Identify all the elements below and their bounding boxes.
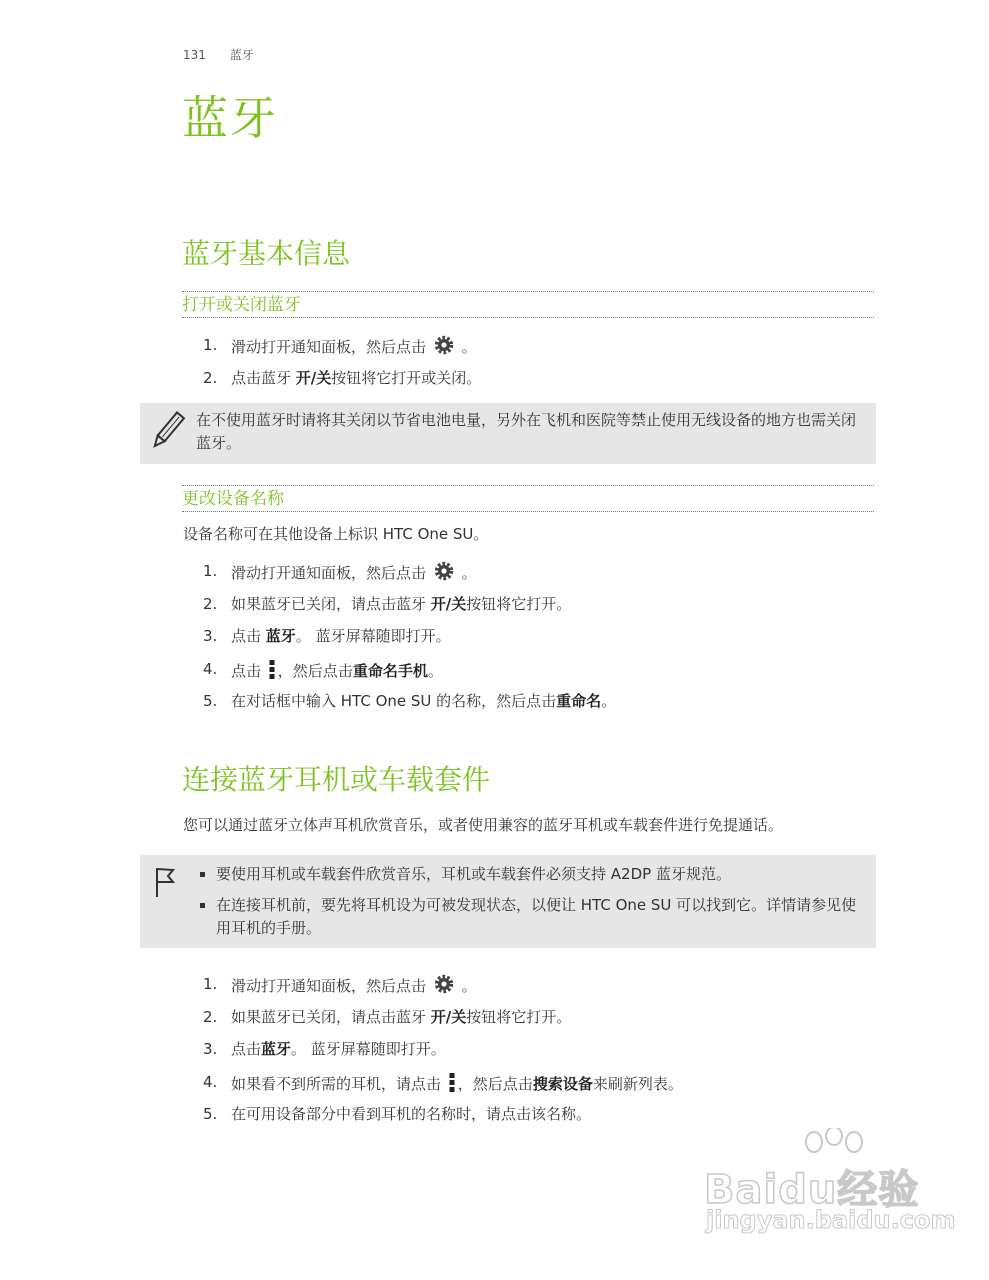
list-item: 要使用耳机或车载套件欣赏音乐，耳机或车载套件必须支持 A2DP 蓝牙规范。	[198, 863, 868, 886]
step-bold-label: 开/关	[430, 1007, 467, 1026]
steps-toggle-bluetooth	[183, 334, 481, 399]
page-header	[183, 46, 254, 63]
step-text: 在可用设备部分中看到耳机的名称时，请点击该名称。	[231, 1105, 592, 1123]
step-bold-label: 搜索设备	[532, 1074, 593, 1093]
step-number: 5.	[203, 692, 218, 710]
chapter-title: 蓝牙	[182, 91, 278, 145]
step-number: 3.	[203, 627, 218, 645]
paragraph: 设备名称可在其他设备上标识 HTC One SU。	[183, 525, 489, 543]
step-text: 。	[461, 338, 477, 356]
gear-icon	[433, 334, 455, 356]
step-bold-label: 开/关	[430, 594, 467, 613]
list-item	[183, 1038, 683, 1071]
list-item	[183, 1006, 683, 1039]
list-item	[183, 973, 683, 1006]
steps-connect-headset	[183, 973, 683, 1136]
list-item	[183, 1071, 683, 1104]
step-text: 如果蓝牙已关闭，请点击蓝牙	[231, 1007, 431, 1026]
step-text: 。	[427, 661, 443, 680]
step-text: ，然后点击	[277, 661, 353, 680]
overflow-menu-icon	[268, 658, 276, 680]
step-text: 按钮将它打开。	[466, 594, 572, 613]
list-item	[183, 367, 481, 400]
step-bold-label: 蓝牙	[265, 627, 296, 645]
note-text: 在不使用蓝牙时请将其关闭以节省电池电量，另外在飞机和医院等禁止使用无线设备的地方也需关闭蓝牙。	[196, 411, 857, 452]
tip-box	[140, 855, 876, 948]
step-number: 1.	[203, 975, 218, 993]
paragraph: 您可以通过蓝牙立体声耳机欣赏音乐，或者使用兼容的蓝牙耳机或车载套件进行免提通话。	[183, 816, 784, 834]
step-bold-label: 重命名	[556, 692, 602, 710]
step-text: 点击蓝牙	[231, 368, 296, 387]
step-text: 按钮将它打开。	[466, 1007, 572, 1026]
step-text: 如果蓝牙已关闭，请点击蓝牙	[231, 594, 431, 613]
list-item	[183, 593, 616, 626]
step-text: 在对话框中输入 HTC One SU 的名称，然后点击	[231, 692, 557, 710]
step-bold-label: 重命名手机	[352, 661, 428, 680]
section-title-connect-headset: 连接蓝牙耳机或车载套件	[182, 763, 491, 796]
tip-list	[198, 863, 868, 940]
step-number: 2.	[203, 1007, 218, 1026]
pencil-icon	[148, 409, 188, 453]
watermark-url: jingyan.baidu.com	[706, 1206, 956, 1234]
overflow-menu-icon	[448, 1071, 456, 1093]
step-text: ，然后点击	[457, 1074, 533, 1093]
step-number: 1.	[203, 336, 218, 354]
step-text: 。	[461, 977, 477, 995]
step-number: 4.	[203, 1072, 218, 1091]
flag-icon	[152, 865, 180, 899]
step-text: 如果看不到所需的耳机，请点击	[231, 1074, 442, 1093]
step-text: 点击	[231, 627, 266, 645]
list-item	[183, 658, 616, 691]
subsection-title-toggle-bluetooth: 打开或关闭蓝牙	[182, 291, 874, 318]
note-box	[140, 403, 876, 464]
list-item	[183, 560, 616, 593]
step-text: 点击	[231, 1040, 262, 1058]
step-bold-label: 开/关	[295, 368, 332, 387]
step-text: 。	[461, 564, 477, 582]
watermark-logo: Baidu经验	[704, 1167, 920, 1213]
tip-text	[198, 863, 868, 948]
page-number: 131	[183, 48, 206, 62]
step-number: 3.	[203, 1040, 218, 1058]
step-text: 。	[601, 692, 617, 710]
header-section: 蓝牙	[229, 48, 254, 62]
section-title-bluetooth-basics: 蓝牙基本信息	[182, 237, 351, 270]
step-number: 4.	[203, 659, 218, 678]
gear-icon	[433, 560, 455, 582]
step-text: 。 蓝牙屏幕随即打开。	[295, 627, 451, 645]
step-number: 5.	[203, 1105, 218, 1123]
step-number: 2.	[203, 594, 218, 613]
list-item: 在连接耳机前，要先将耳机设为可被发现状态，以便让 HTC One SU 可以找到它。详情请参见使用耳机的手册。	[198, 894, 868, 940]
list-item	[183, 334, 481, 367]
step-number: 1.	[203, 562, 218, 580]
step-text: 按钮将它打开或关闭。	[331, 368, 482, 387]
step-text: 来刷新列表。	[592, 1074, 683, 1093]
step-number: 2.	[203, 368, 218, 387]
step-text: 。 蓝牙屏幕随即打开。	[291, 1040, 446, 1058]
baidu-jingyan-watermark	[700, 1128, 956, 1248]
step-text: 滑动打开通知面板，然后点击	[231, 338, 427, 356]
list-item	[183, 690, 616, 723]
step-text: 滑动打开通知面板，然后点击	[231, 564, 427, 582]
gear-icon	[433, 973, 455, 995]
step-bold-label: 蓝牙	[261, 1040, 292, 1058]
subsection-title-rename-device: 更改设备名称	[182, 485, 874, 512]
step-text: 点击	[231, 661, 262, 680]
list-item	[183, 1103, 683, 1136]
list-item	[183, 625, 616, 658]
steps-rename-device	[183, 560, 616, 723]
step-text: 滑动打开通知面板，然后点击	[231, 977, 427, 995]
